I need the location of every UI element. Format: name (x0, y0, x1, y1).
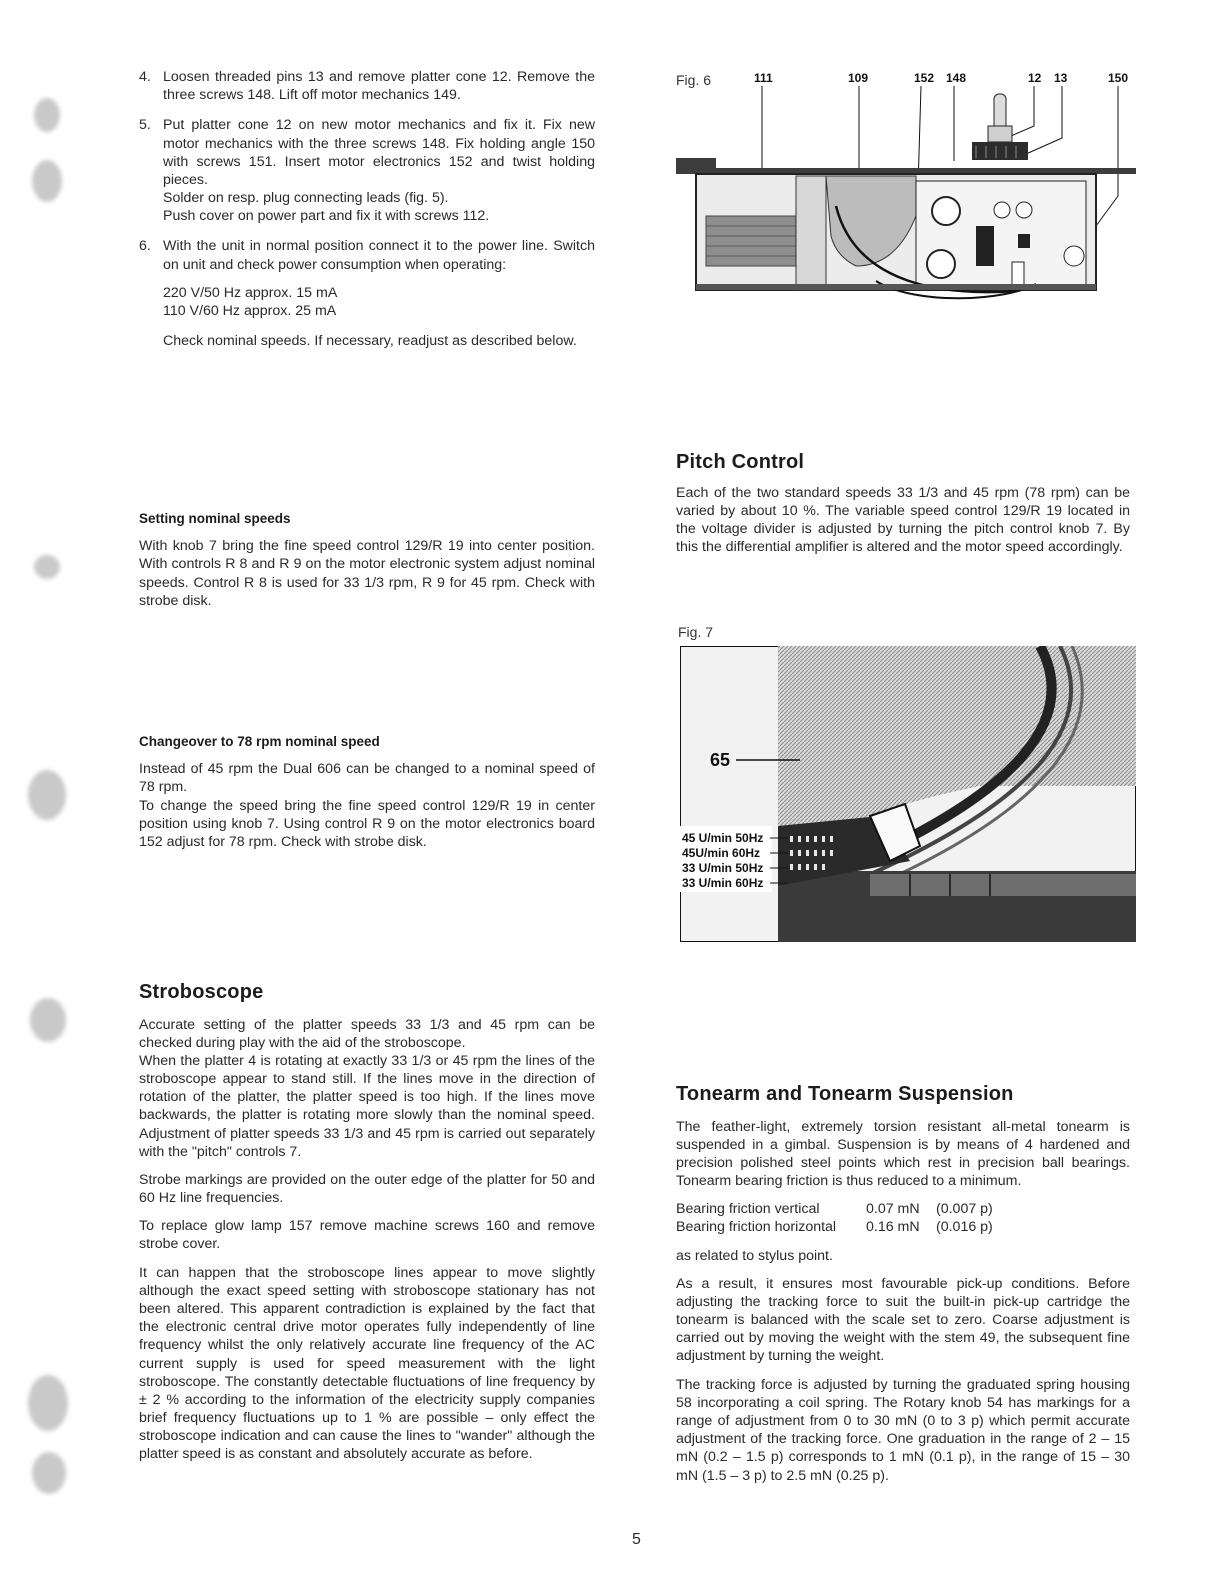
binder-mark (32, 160, 62, 202)
fig6-motor-diagram (676, 66, 1136, 306)
binder-mark (34, 555, 60, 579)
friction-row-horizontal: Bearing friction horizontal 0.16 mN (0.016 p) (676, 1219, 993, 1236)
stroboscope-p4: To replace glow lamp 157 remove machine screws 160 and remove strobe cover. (139, 1218, 595, 1253)
fig7-strobe-photo (680, 646, 1136, 942)
tonearm-p1: The feather-light, extremely torsion resistant all-metal tonearm is suspended in a gimbal. Suspension is by means of 4 hardened and precision polished steel points which rest in precision ball bearings. Tonearm bearing friction is thus reduced to a minimum. (676, 1118, 1130, 1190)
stroboscope-p1: Accurate setting of the platter speeds 33 1/3 and 45 rpm can be checked during play with the aid of the stroboscope. (139, 1016, 595, 1051)
step-6: 6. With the unit in normal position connect it to the power line. Switch on unit and check power consumption when operating: (139, 238, 595, 273)
callout-148: 148 (946, 71, 967, 85)
fig6-label: Fig. 6 (676, 72, 712, 88)
changeover-78-p1: Instead of 45 rpm the Dual 606 can be changed to a nominal speed of 78 rpm. (139, 761, 595, 796)
binder-mark (28, 770, 66, 820)
power-spec-110: 110 V/60 Hz approx. 25 mA (163, 302, 337, 319)
callout-13: 13 (1054, 71, 1068, 85)
strobe-label-45-50: 45 U/min 50Hz (682, 831, 764, 845)
binder-mark (32, 1452, 66, 1494)
setting-nominal-speeds-section (139, 510, 595, 610)
stroboscope-p5: It can happen that the stroboscope lines appear to move slightly although the exact speed setting with stroboscope stationary has not been altered. This apparent contradiction is explained by the fact that the electronic central drive motor operates fully independently of line frequency whilst the only relatively accurate line frequency of the AC current supply is used for speed measurement with the light stroboscope. The constantly detectable fluctuations of line frequency by ± 2 % according to the information of the electricity supply companies brief frequency fluctuations up to 1 % are possible – only effect the stroboscope indication and can cause the lines to "wander" although the platter speed is as constant and absolutely accurate as before. (139, 1264, 595, 1463)
friction-row-vertical: Bearing friction vertical 0.07 mN (0.007 p) (676, 1201, 993, 1218)
binder-mark (30, 998, 66, 1042)
page-number: 5 (632, 1531, 641, 1548)
check-speeds-note: Check nominal speeds. If necessary, readjust as described below. (163, 333, 577, 350)
step-5-solder: Solder on resp. plug connecting leads (fig. 5). (163, 190, 449, 207)
fig7-label: Fig. 7 (678, 624, 714, 640)
changeover-78-p2: To change the speed bring the fine speed control 129/R 19 in center position using knob 7. Using control R 9 on the motor electronics board 152 adjust for 78 rpm. Check with strobe disk. (139, 797, 595, 850)
callout-152: 152 (914, 71, 935, 85)
friction-table (676, 1200, 1130, 1236)
binder-mark (34, 98, 60, 132)
procedure-steps (139, 68, 595, 350)
stroboscope-heading: Stroboscope (139, 981, 264, 1003)
tonearm-heading: Tonearm and Tonearm Suspension (676, 1083, 1014, 1105)
tonearm-section (676, 1082, 1130, 1485)
changeover-78-section (139, 733, 595, 851)
changeover-78-heading: Changeover to 78 rpm nominal speed (139, 734, 380, 749)
tonearm-p4: The tracking force is adjusted by turning the graduated spring housing 58 incorporating a coil spring. The Rotary knob 54 has markings for a range of adjustment from 0 to 30 mN (0 to 3 p) which permit accurate adjustment of the tracking force. One graduation in the range of 2 – 15 mN (0.2 – 1.5 p) corresponds to 1 mN (0.1 p), in the range of 15 – 30 mN (1.5 – 3 p) to 2.5 mN (0.25 p). (676, 1376, 1130, 1484)
strobe-label-33-50: 33 U/min 50Hz (682, 861, 764, 875)
step-5: 5. Put platter cone 12 on new motor mechanics and fix it. Fix new motor mechanics with the three screws 148. Fix holding angle 150 with screws 151. Insert motor electronics 152 and twist holding pieces. (139, 117, 595, 188)
pitch-control-section (676, 450, 1130, 556)
callout-109: 109 (848, 71, 869, 85)
binder-mark (28, 1375, 68, 1431)
pitch-control-heading: Pitch Control (676, 451, 805, 473)
tonearm-p2: as related to stylus point. (676, 1247, 833, 1264)
stroboscope-p2: When the platter 4 is rotating at exactly 33 1/3 or 45 rpm the lines of the stroboscope appear to stand still. If the lines move in the direction of rotation of the platter, the platter speed is too high. If the lines move backwards, the platter is rotating more slowly than the nominal speed. Adjustment of platter speeds 33 1/3 and 45 rpm is carried out separately with the "pitch" controls 7. (139, 1052, 595, 1160)
step-5-cover: Push cover on power part and fix it with screws 112. (163, 208, 490, 225)
strobe-label-45-60: 45U/min 60Hz (682, 846, 761, 860)
pitch-control-text: Each of the two standard speeds 33 1/3 and 45 rpm (78 rpm) can be varied by about 10 %. The variable speed control 129/R 19 located in the voltage divider is adjusted by turning the pitch control knob 7. By this the differential amplifier is altered and the motor speed accordingly. (676, 484, 1130, 556)
callout-65: 65 (710, 750, 731, 770)
tonearm-p3: As a result, it ensures most favourable pick-up conditions. Before adjusting the tracking force to suit the built-in pick-up cartridge the tonearm is balanced with the scale set to zero. Coarse adjustment is carried out by moving the weight with the stem 49, the subsequent fine adjustment by turning the weight. (676, 1275, 1130, 1365)
callout-12: 12 (1028, 71, 1042, 85)
setting-nominal-speeds-heading: Setting nominal speeds (139, 511, 291, 526)
stroboscope-section (139, 980, 595, 1464)
callout-150: 150 (1108, 71, 1129, 85)
strobe-label-33-60: 33 U/min 60Hz (682, 876, 764, 890)
callout-111: 111 (754, 71, 773, 85)
setting-nominal-speeds-text: With knob 7 bring the fine speed control 129/R 19 into center position. With controls R 8 and R 9 on the motor electronic system adjust nominal speeds. Control R 8 is used for 33 1/3 rpm, R 9 for 45 rpm. Check with strobe disk. (139, 538, 595, 609)
stroboscope-p3: Strobe markings are provided on the outer edge of the platter for 50 and 60 Hz line frequencies. (139, 1171, 595, 1207)
step-4: 4. Loosen threaded pins 13 and remove platter cone 12. Remove the three screws 148. Lift off motor mechanics 149. (139, 69, 595, 104)
power-spec-220: 220 V/50 Hz approx. 15 mA (163, 284, 338, 301)
